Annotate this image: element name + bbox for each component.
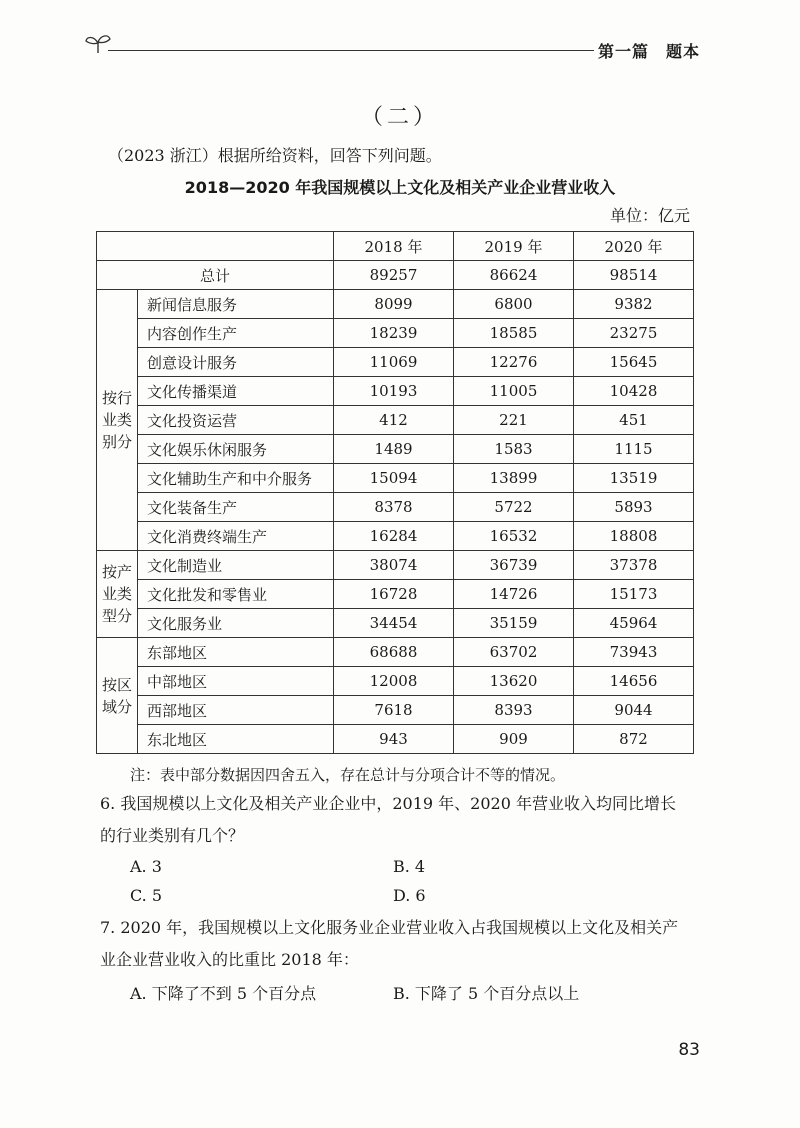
- table-row: [97, 493, 694, 522]
- table-header-row: [97, 232, 694, 261]
- column-header: 2018 年: [334, 232, 454, 261]
- table-row: [97, 464, 694, 493]
- cell-value: 6800: [454, 290, 574, 319]
- cell-value: 451: [574, 406, 694, 435]
- cell-value: 13899: [454, 464, 574, 493]
- cell-value: 12276: [454, 348, 574, 377]
- cell-value: 11005: [454, 377, 574, 406]
- row-name: 新闻信息服务: [138, 290, 334, 319]
- table-row: [97, 522, 694, 551]
- cell-value: 16728: [334, 580, 454, 609]
- row-name: 东部地区: [138, 638, 334, 667]
- group-label: 按区 域分: [97, 638, 138, 754]
- cell-value: 872: [574, 725, 694, 754]
- cell-value: 7618: [334, 696, 454, 725]
- row-name: 西部地区: [138, 696, 334, 725]
- revenue-table: [96, 231, 694, 754]
- row-name: 东北地区: [138, 725, 334, 754]
- cell-value: 8099: [334, 290, 454, 319]
- table-row: [97, 551, 694, 580]
- table-row: [97, 638, 694, 667]
- table-row: [97, 435, 694, 464]
- table-row: [97, 377, 694, 406]
- table-row: [97, 609, 694, 638]
- question-7-stem: 7. 2020 年，我国规模以上文化服务业企业营业收入占我国规模以上文化及相关产业企业营业收入的比重比 2018 年：: [100, 918, 679, 969]
- cell-value: 34454: [334, 609, 454, 638]
- q6-option-a[interactable]: A. 3: [130, 857, 162, 876]
- cell-value: 63702: [454, 638, 574, 667]
- cell-value: 37378: [574, 551, 694, 580]
- table-note: 注：表中部分数据因四舍五入，存在总计与分项合计不等的情况。: [130, 766, 566, 784]
- cell-value: 1115: [574, 435, 694, 464]
- cell-value: 909: [454, 725, 574, 754]
- intro-text: （2023 浙江）根据所给资料，回答下列问题。: [108, 146, 442, 165]
- cell-value: 221: [454, 406, 574, 435]
- column-header: 2019 年: [454, 232, 574, 261]
- row-name: 创意设计服务: [138, 348, 334, 377]
- row-name: 文化娱乐休闲服务: [138, 435, 334, 464]
- row-name: 文化消费终端生产: [138, 522, 334, 551]
- cell-value: 11069: [334, 348, 454, 377]
- page-number: 83: [678, 1040, 700, 1060]
- cell-value: 68688: [334, 638, 454, 667]
- row-name: 文化服务业: [138, 609, 334, 638]
- row-name: 中部地区: [138, 667, 334, 696]
- total-value: 98514: [574, 261, 694, 290]
- cell-value: 18585: [454, 319, 574, 348]
- cell-value: 10193: [334, 377, 454, 406]
- cell-value: 45964: [574, 609, 694, 638]
- cell-value: 943: [334, 725, 454, 754]
- table-row: [97, 667, 694, 696]
- q6-option-d[interactable]: D. 6: [393, 886, 426, 905]
- header-rule: [108, 50, 594, 51]
- cell-value: 8378: [334, 493, 454, 522]
- section-title: 第一篇 题本: [598, 42, 701, 61]
- cell-value: 15094: [334, 464, 454, 493]
- cell-value: 38074: [334, 551, 454, 580]
- cell-value: 16532: [454, 522, 574, 551]
- table-row: [97, 580, 694, 609]
- column-header: 2020 年: [574, 232, 694, 261]
- cell-value: 73943: [574, 638, 694, 667]
- cell-value: 15645: [574, 348, 694, 377]
- table-title: 2018—2020 年我国规模以上文化及相关产业企业营业收入: [184, 178, 616, 197]
- cell-value: 10428: [574, 377, 694, 406]
- cell-value: 13620: [454, 667, 574, 696]
- table-row: [97, 725, 694, 754]
- total-row: [97, 261, 694, 290]
- row-name: 文化传播渠道: [138, 377, 334, 406]
- cell-value: 1489: [334, 435, 454, 464]
- cell-value: 35159: [454, 609, 574, 638]
- cell-value: 12008: [334, 667, 454, 696]
- table-row: [97, 290, 694, 319]
- total-value: 89257: [334, 261, 454, 290]
- row-name: 文化批发和零售业: [138, 580, 334, 609]
- table-row: [97, 319, 694, 348]
- table-row: [97, 406, 694, 435]
- cell-value: 23275: [574, 319, 694, 348]
- row-name: 文化投资运营: [138, 406, 334, 435]
- cell-value: 13519: [574, 464, 694, 493]
- cell-value: 1583: [454, 435, 574, 464]
- table-row: [97, 696, 694, 725]
- q7-option-b[interactable]: B. 下降了 5 个百分点以上: [393, 984, 580, 1003]
- question-6-stem: 6. 我国规模以上文化及相关产业企业中，2019 年、2020 年营业收入均同比增长的行业类别有几个？: [100, 794, 676, 845]
- subsection-title: （二）: [360, 105, 439, 130]
- row-name: 内容创作生产: [138, 319, 334, 348]
- q6-option-b[interactable]: B. 4: [393, 857, 426, 876]
- table-unit: 单位：亿元: [609, 206, 690, 225]
- cell-value: 412: [334, 406, 454, 435]
- cell-value: 16284: [334, 522, 454, 551]
- q6-option-c[interactable]: C. 5: [130, 886, 163, 905]
- q7-option-a[interactable]: A. 下降了不到 5 个百分点: [130, 984, 317, 1003]
- total-label: 总计: [97, 261, 334, 290]
- cell-value: 36739: [454, 551, 574, 580]
- cell-value: 18808: [574, 522, 694, 551]
- cell-value: 9382: [574, 290, 694, 319]
- total-value: 86624: [454, 261, 574, 290]
- cell-value: 8393: [454, 696, 574, 725]
- cell-value: 9044: [574, 696, 694, 725]
- table-row: [97, 348, 694, 377]
- cell-value: 14726: [454, 580, 574, 609]
- group-label: 按行 业类 别分: [97, 290, 138, 551]
- cell-value: 18239: [334, 319, 454, 348]
- row-name: 文化制造业: [138, 551, 334, 580]
- cell-value: 5893: [574, 493, 694, 522]
- header-blank-cell: [97, 232, 334, 261]
- row-name: 文化装备生产: [138, 493, 334, 522]
- group-label: 按产 业类 型分: [97, 551, 138, 638]
- cell-value: 5722: [454, 493, 574, 522]
- row-name: 文化辅助生产和中介服务: [138, 464, 334, 493]
- cell-value: 15173: [574, 580, 694, 609]
- cell-value: 14656: [574, 667, 694, 696]
